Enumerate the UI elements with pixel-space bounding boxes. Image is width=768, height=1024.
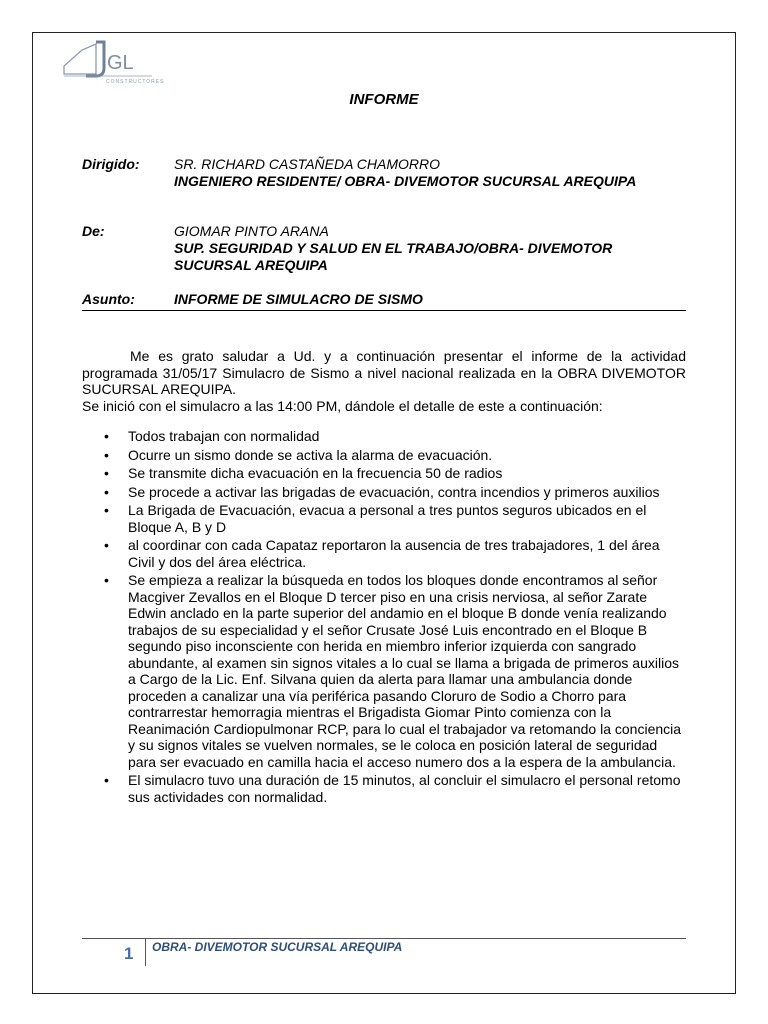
list-item: • La Brigada de Evacuación, evacua a personal a tres puntos seguros ubicados en el Bloque A, B y D <box>128 502 686 535</box>
company-logo <box>60 38 165 88</box>
recipient-role: INGENIERO RESIDENTE/ OBRA- DIVEMOTOR SUCURSAL AREQUIPA <box>174 173 637 189</box>
recipient-label: Dirigido: <box>82 156 140 172</box>
list-item: • Todos trabajan con normalidad <box>128 428 686 445</box>
report-body <box>82 348 686 807</box>
sender-name: GIOMAR PINTO ARANA <box>174 223 329 239</box>
page-number: 1 <box>124 944 134 963</box>
footer-separator <box>145 938 146 966</box>
list-item: • Ocurre un sismo donde se activa la alarma de evacuación. <box>128 447 686 464</box>
intro-paragraph: Me es grato saludar a Ud. y a continuación presentar el informe de la actividad programada 31/05/17 Simulacro de Sismo a nivel nacional realizada en la OBRA DIVEMOTOR SUCURSAL AREQUIPA. <box>82 348 686 397</box>
event-list <box>82 428 686 805</box>
list-item: • Se procede a activar las brigadas de evacuación, contra incendios y primeros auxilios <box>128 484 686 501</box>
subject-label: Asunto: <box>82 291 135 307</box>
logo-subtext: CONSTRUCTORES <box>106 79 165 85</box>
sender-role: SUP. SEGURIDAD Y SALUD EN EL TRABAJO/OBRA- DIVEMOTOR SUCURSAL AREQUIPA <box>174 240 613 273</box>
list-item: • Se transmite dicha evacuación en la frecuencia 50 de radios <box>128 465 686 482</box>
list-item: • al coordinar con cada Capataz reportaron la ausencia de tres trabajadores, 1 del área Civil y dos del área eléctrica. <box>128 537 686 570</box>
subject-text: INFORME DE SIMULACRO DE SISMO <box>174 291 423 307</box>
footer-text: OBRA- DIVEMOTOR SUCURSAL AREQUIPA <box>152 940 403 954</box>
recipient-name: SR. RICHARD CASTAÑEDA CHAMORRO <box>174 156 441 172</box>
header-divider <box>82 310 686 311</box>
list-item: • Se empieza a realizar la búsqueda en todos los bloques donde encontramos al señor Macgiver Zevallos en el Bloque D tercer piso en una crisis nerviosa, al señor Zarate Edwin anclado en la parte superior del andamio en el bloque B donde venía realizando trabajos de su especialidad y el señor Crusate José Luis encontrado en el Bloque B segundo piso inconsciente con herida en miembro inferior izquierda con sangrado abundante, al examen sin signos vitales a lo cual se llama a brigada de primeros auxilios a Cargo de la Lic. Enf. Silvana quien da alerta para llamar una ambulancia donde proceden a canalizar una vía periférica pasando Cloruro de Sodio a Chorro para contrarrestar hemorragia mientras el Brigadista Giomar Pinto comienza con la Reanimación Cardiopulmonar RCP, para lo cual el trabajador va retomando la conciencia y su signos vitales se vuelven normales, se le coloca en posición lateral de seguridad para ser evacuado en camilla hacia el acceso numero dos a la espera de la ambulancia. <box>128 572 686 770</box>
footer-divider <box>82 938 686 939</box>
start-paragraph: Se inició con el simulacro a las 14:00 PM, dándole el detalle de este a continuación: <box>82 397 603 414</box>
logo-text: GL <box>107 52 134 74</box>
list-item: • El simulacro tuvo una duración de 15 minutos, al concluir el simulacro el personal retomo sus actividades con normalidad. <box>128 772 686 805</box>
sender-label: De: <box>82 223 105 239</box>
document-title: INFORME <box>349 91 419 108</box>
